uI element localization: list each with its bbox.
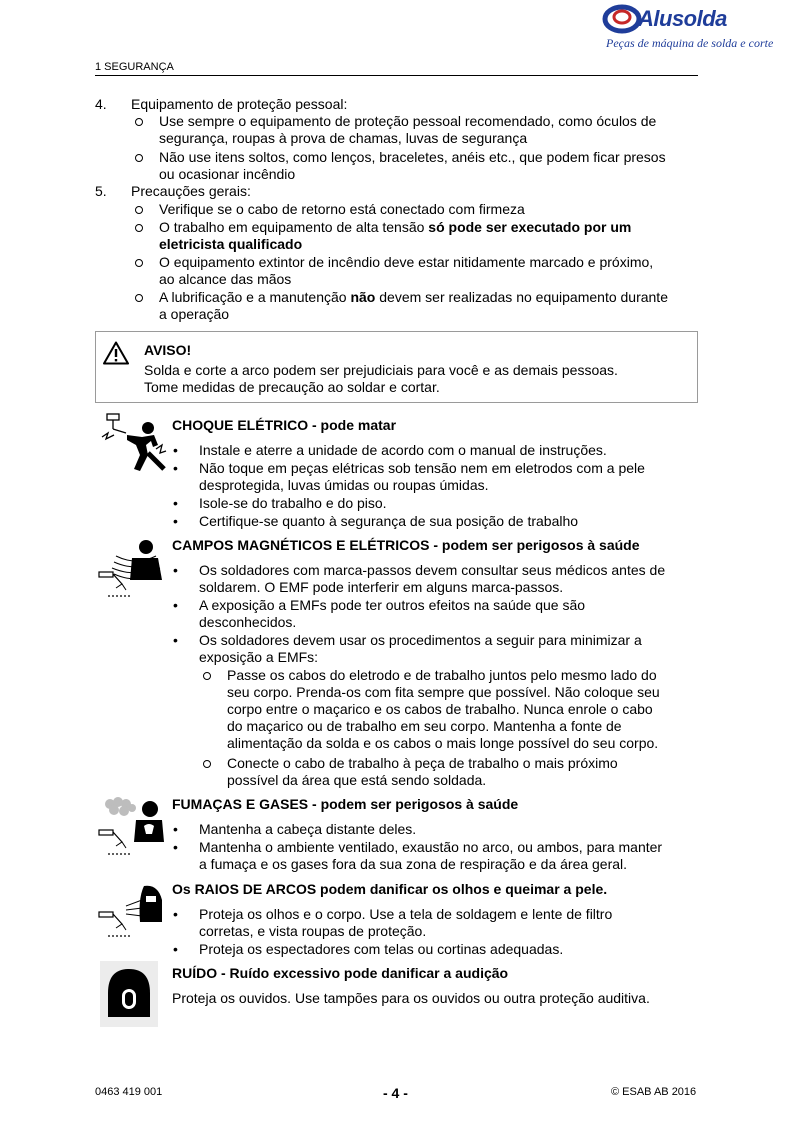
warning-text: Solda e corte a arco podem ser prejudiciais para você e as demais pessoas. [144, 362, 618, 378]
sub-bullet-text: possível da área que está sendo soldada. [227, 772, 487, 788]
fumes-title: FUMAÇAS E GASES - podem ser perigosos à saúde [172, 796, 519, 812]
hearing-protection-icon [100, 961, 158, 1027]
list-item-line: ou ocasionar incêndio [159, 166, 296, 182]
list-number: 4. [95, 96, 107, 112]
bullet-dot: • [173, 821, 178, 837]
bullet-text: A exposição a EMFs pode ter outros efeitos na saúde que são [199, 597, 586, 613]
bullet-text: exposição a EMFs: [199, 649, 319, 665]
bullet-text: Os soldadores devem usar os procedimentos a seguir para minimizar a [199, 632, 642, 648]
electric-shock-icon [96, 411, 170, 481]
shock-title: CHOQUE ELÉTRICO - pode matar [172, 417, 397, 433]
circle-bullet-icon [135, 154, 143, 162]
noise-title: RUÍDO - Ruído excessivo pode danificar a audição [172, 965, 509, 981]
bullet-text: soldarem. O EMF pode interferir em alguns marca-passos. [199, 579, 564, 595]
sub-bullet-text: Passe os cabos do eletrodo e de trabalho juntos pelo mesmo lado do [227, 667, 657, 683]
bullet-text: desprotegida, luvas úmidas ou roupas úmidas. [199, 477, 489, 493]
list-number: 5. [95, 183, 107, 199]
bullet-text: Não toque em peças elétricas sob tensão nem em eletrodos com a pele [199, 460, 645, 476]
warning-title: AVISO! [144, 342, 192, 358]
bullet-text: Isole-se do trabalho e do piso. [199, 495, 387, 511]
bullet-dot: • [173, 562, 178, 578]
bullet-text: corretas, e vista roupas de proteção. [199, 923, 427, 939]
bullet-dot: • [173, 839, 178, 855]
bullet-dot: • [173, 906, 178, 922]
bullet-text: Certifique-se quanto à segurança de sua posição de trabalho [199, 513, 579, 529]
warning-triangle-icon [103, 341, 129, 365]
doc-number: 0463 419 001 [95, 1086, 163, 1098]
list-item-line: Não use itens soltos, como lenços, braceletes, anéis etc., que podem ficar presos [159, 149, 666, 165]
bullet-dot: • [173, 632, 178, 648]
bullet-text: Mantenha a cabeça distante deles. [199, 821, 417, 837]
bullet-dot: • [173, 941, 178, 957]
circle-bullet-icon [203, 760, 211, 768]
bullet-dot: • [173, 442, 178, 458]
section-title: 1 SEGURANÇA [95, 61, 174, 73]
bullet-dot: • [173, 597, 178, 613]
fumes-gases-icon [96, 796, 170, 862]
copyright: © ESAB AB 2016 [611, 1086, 697, 1098]
bullet-dot: • [173, 513, 178, 529]
bullet-dot: • [173, 460, 178, 476]
list-title: Equipamento de proteção pessoal: [131, 96, 348, 112]
bullet-text: Mantenha o ambiente ventilado, exaustão no arco, ou ambos, para manter [199, 839, 663, 855]
circle-bullet-icon [135, 224, 143, 232]
list-item-line: segurança, roupas à prova de chamas, luvas de segurança [159, 130, 528, 146]
logo-swirl-icon [602, 3, 642, 37]
list-title: Precauções gerais: [131, 183, 251, 199]
fields-title: CAMPOS MAGNÉTICOS E ELÉTRICOS - podem ser perigosos à saúde [172, 537, 640, 553]
bullet-text: Proteja os espectadores com telas ou cortinas adequadas. [199, 941, 564, 957]
circle-bullet-icon [135, 294, 143, 302]
bullet-text: Instale e aterre a unidade de acordo com o manual de instruções. [199, 442, 607, 458]
logo-name: Alusolda [638, 6, 727, 31]
sub-bullet-text: alimentação da solda e os cabos o mais longe possível do seu corpo. [227, 735, 659, 751]
sub-bullet-text: Conecte o cabo de trabalho à peça de trabalho o mais próximo [227, 755, 618, 771]
sub-bullet-text: corpo entre o maçarico e os cabos de trabalho. Nunca enrole o cabo [227, 701, 653, 717]
alusolda-logo [602, 3, 774, 55]
noise-text: Proteja os ouvidos. Use tampões para os ouvidos ou outra proteção auditiva. [172, 990, 650, 1006]
arc-rays-icon [96, 882, 170, 944]
bullet-text: Proteja os olhos e o corpo. Use a tela de soldagem e lente de filtro [199, 906, 613, 922]
sub-bullet-text: seu corpo. Prenda-os com fita sempre que possível. Não coloque seu [227, 684, 660, 700]
circle-bullet-icon [135, 259, 143, 267]
header-divider [95, 75, 698, 76]
circle-bullet-icon [135, 206, 143, 214]
logo-tagline: Peças de máquina de solda e corte [606, 36, 774, 50]
bullet-dot: • [173, 495, 178, 511]
warning-text: Tome medidas de precaução ao soldar e cortar. [144, 379, 440, 395]
list-item-line: a operação [159, 306, 230, 322]
magnetic-fields-icon [96, 536, 170, 602]
bullet-text: Os soldadores com marca-passos devem consultar seus médicos antes de [199, 562, 666, 578]
list-item-line: O trabalho em equipamento de alta tensão só pode ser executado por um [159, 219, 632, 235]
bullet-text: a fumaça e os gases fora da sua zona de respiração e da área geral. [199, 856, 628, 872]
list-item-line: ao alcance das mãos [159, 271, 292, 287]
list-item-line: Use sempre o equipamento de proteção pessoal recomendado, como óculos de [159, 113, 657, 129]
rays-title: Os RAIOS DE ARCOS podem danificar os olhos e queimar a pele. [172, 881, 608, 897]
list-item-line: eletricista qualificado [159, 236, 303, 252]
list-item-line: O equipamento extintor de incêndio deve estar nitidamente marcado e próximo, [159, 254, 654, 270]
bullet-text: desconhecidos. [199, 614, 297, 630]
circle-bullet-icon [135, 118, 143, 126]
circle-bullet-icon [203, 672, 211, 680]
page-number: - 4 - [383, 1085, 408, 1101]
sub-bullet-text: do maçarico ou de trabalho em seu corpo. Mantenha a fonte de [227, 718, 622, 734]
list-item-line: A lubrificação e a manutenção não devem ser realizadas no equipamento durante [159, 289, 668, 305]
list-item-line: Verifique se o cabo de retorno está conectado com firmeza [159, 201, 525, 217]
